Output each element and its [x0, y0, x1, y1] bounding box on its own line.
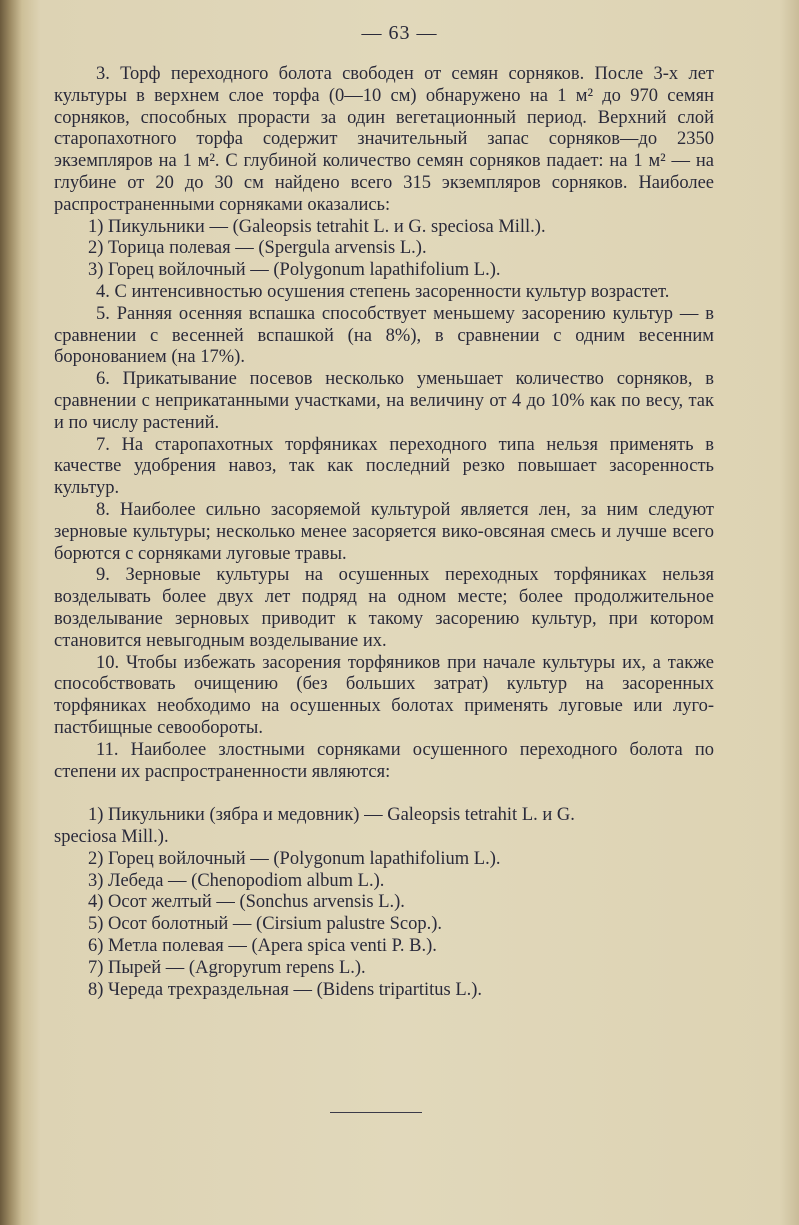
paragraph-6: 6. Прикатывание посевов несколько уменьшает количество сорняков, в сравнении с неприкатанными участками, на величину от 4 до 10% как по весу, так и по числу растений. — [54, 369, 714, 433]
weed-list-b-item: 4) Осот желтый — (Sonchus arvensis L.). — [88, 892, 405, 913]
weed-list-b-item: 5) Осот болотный — (Cirsium palustre Scop.). — [88, 914, 443, 935]
weed-list-b-item: 7) Пырей — (Agropyrum repens L.). — [88, 957, 366, 978]
paragraph-8: 8. Наиболее сильно засоряемой культурой является лен, за ним следуют зерновые культуры; несколько менее засоряется вико-овсяная смесь и лучше всего борются с сорняками луговые травы. — [54, 499, 714, 564]
weed-list-b-item: 8) Череда трехраздельная — (Bidens tripartitus L.). — [88, 979, 483, 1000]
closing-rule — [330, 1112, 422, 1113]
weed-list-b-item: 3) Лебеда — (Chenopodiom album L.). — [88, 870, 385, 891]
paragraph-4: 4. С интенсивностью осушения степень засоренности культур возрастет. — [96, 281, 670, 302]
weed-list-b-item: 1) Пикульники (зябра и медовник) — Galeopsis tetrahit L. и G. — [88, 805, 575, 826]
body-text — [54, 64, 714, 1001]
weed-list-a-item: 3) Горец войлочный — (Polygonum lapathifolium L.). — [88, 260, 501, 281]
weed-list-b-item: 6) Метла полевая — (Apera spica venti P. B.). — [88, 936, 437, 957]
weed-list-a-item: 2) Торица полевая — (Spergula arvensis L.). — [88, 238, 427, 259]
paragraph-11: 11. Наиболее злостными сорняками осушенного переходного болота по степени их распространенности являются: — [54, 739, 714, 782]
paragraph-7: 7. На старопахотных торфяниках переходного типа нельзя применять в качестве удобрения навоз, так как последний резко повышает засоренность культур. — [54, 434, 714, 499]
paragraph-10: 10. Чтобы избежать засорения торфяников при начале культуры их, а также способствовать очищению (без больших затрат) культур на засоренных торфяниках необходимо на осушенных болотах применять луговые или луго-пастбищные севообороты. — [54, 652, 714, 738]
weed-list-b-item: 2) Горец войлочный — (Polygonum lapathifolium L.). — [88, 848, 501, 869]
paragraph-9: 9. Зерновые культуры на осушенных переходных торфяниках нельзя возделывать более двух лет подряд на одном месте; более продолжительное возделывание зерновых приводит к такому засорению культур, при котором становится невыгодным возделывание их. — [54, 565, 714, 651]
weed-list-a-item: 1) Пикульники — (Galeopsis tetrahit L. и G. speciosa Mill.). — [88, 216, 546, 237]
page-number: — 63 — — [361, 22, 438, 44]
weed-list-b-item-continuation: speciosa Mill.). — [54, 827, 169, 848]
spacer — [54, 783, 714, 805]
paragraph-5: 5. Ранняя осенняя вспашка способствует меньшему засорению культур — в сравнении с весенней вспашкой (на 8%), в сравнении с одним весенним боронованием (на 17%). — [54, 303, 714, 368]
paragraph-3: 3. Торф переходного болота свободен от семян сорняков. После 3-х лет культуры в верхнем слое торфа (0—10 см) обнаружено на 1 м² до 970 семян сорняков, способных прорасти за один вегетационный период. Верхний слой старопахотного торфа содержит значительный запас сорняков—до 2350 экземпляров на 1 м². С глубиной количество семян сорняков падает: на 1 м² — на глубине от 20 до 30 см найдено всего 315 экземпляров сорняков. Наиболее распространенными сорняками оказались: — [54, 64, 714, 215]
